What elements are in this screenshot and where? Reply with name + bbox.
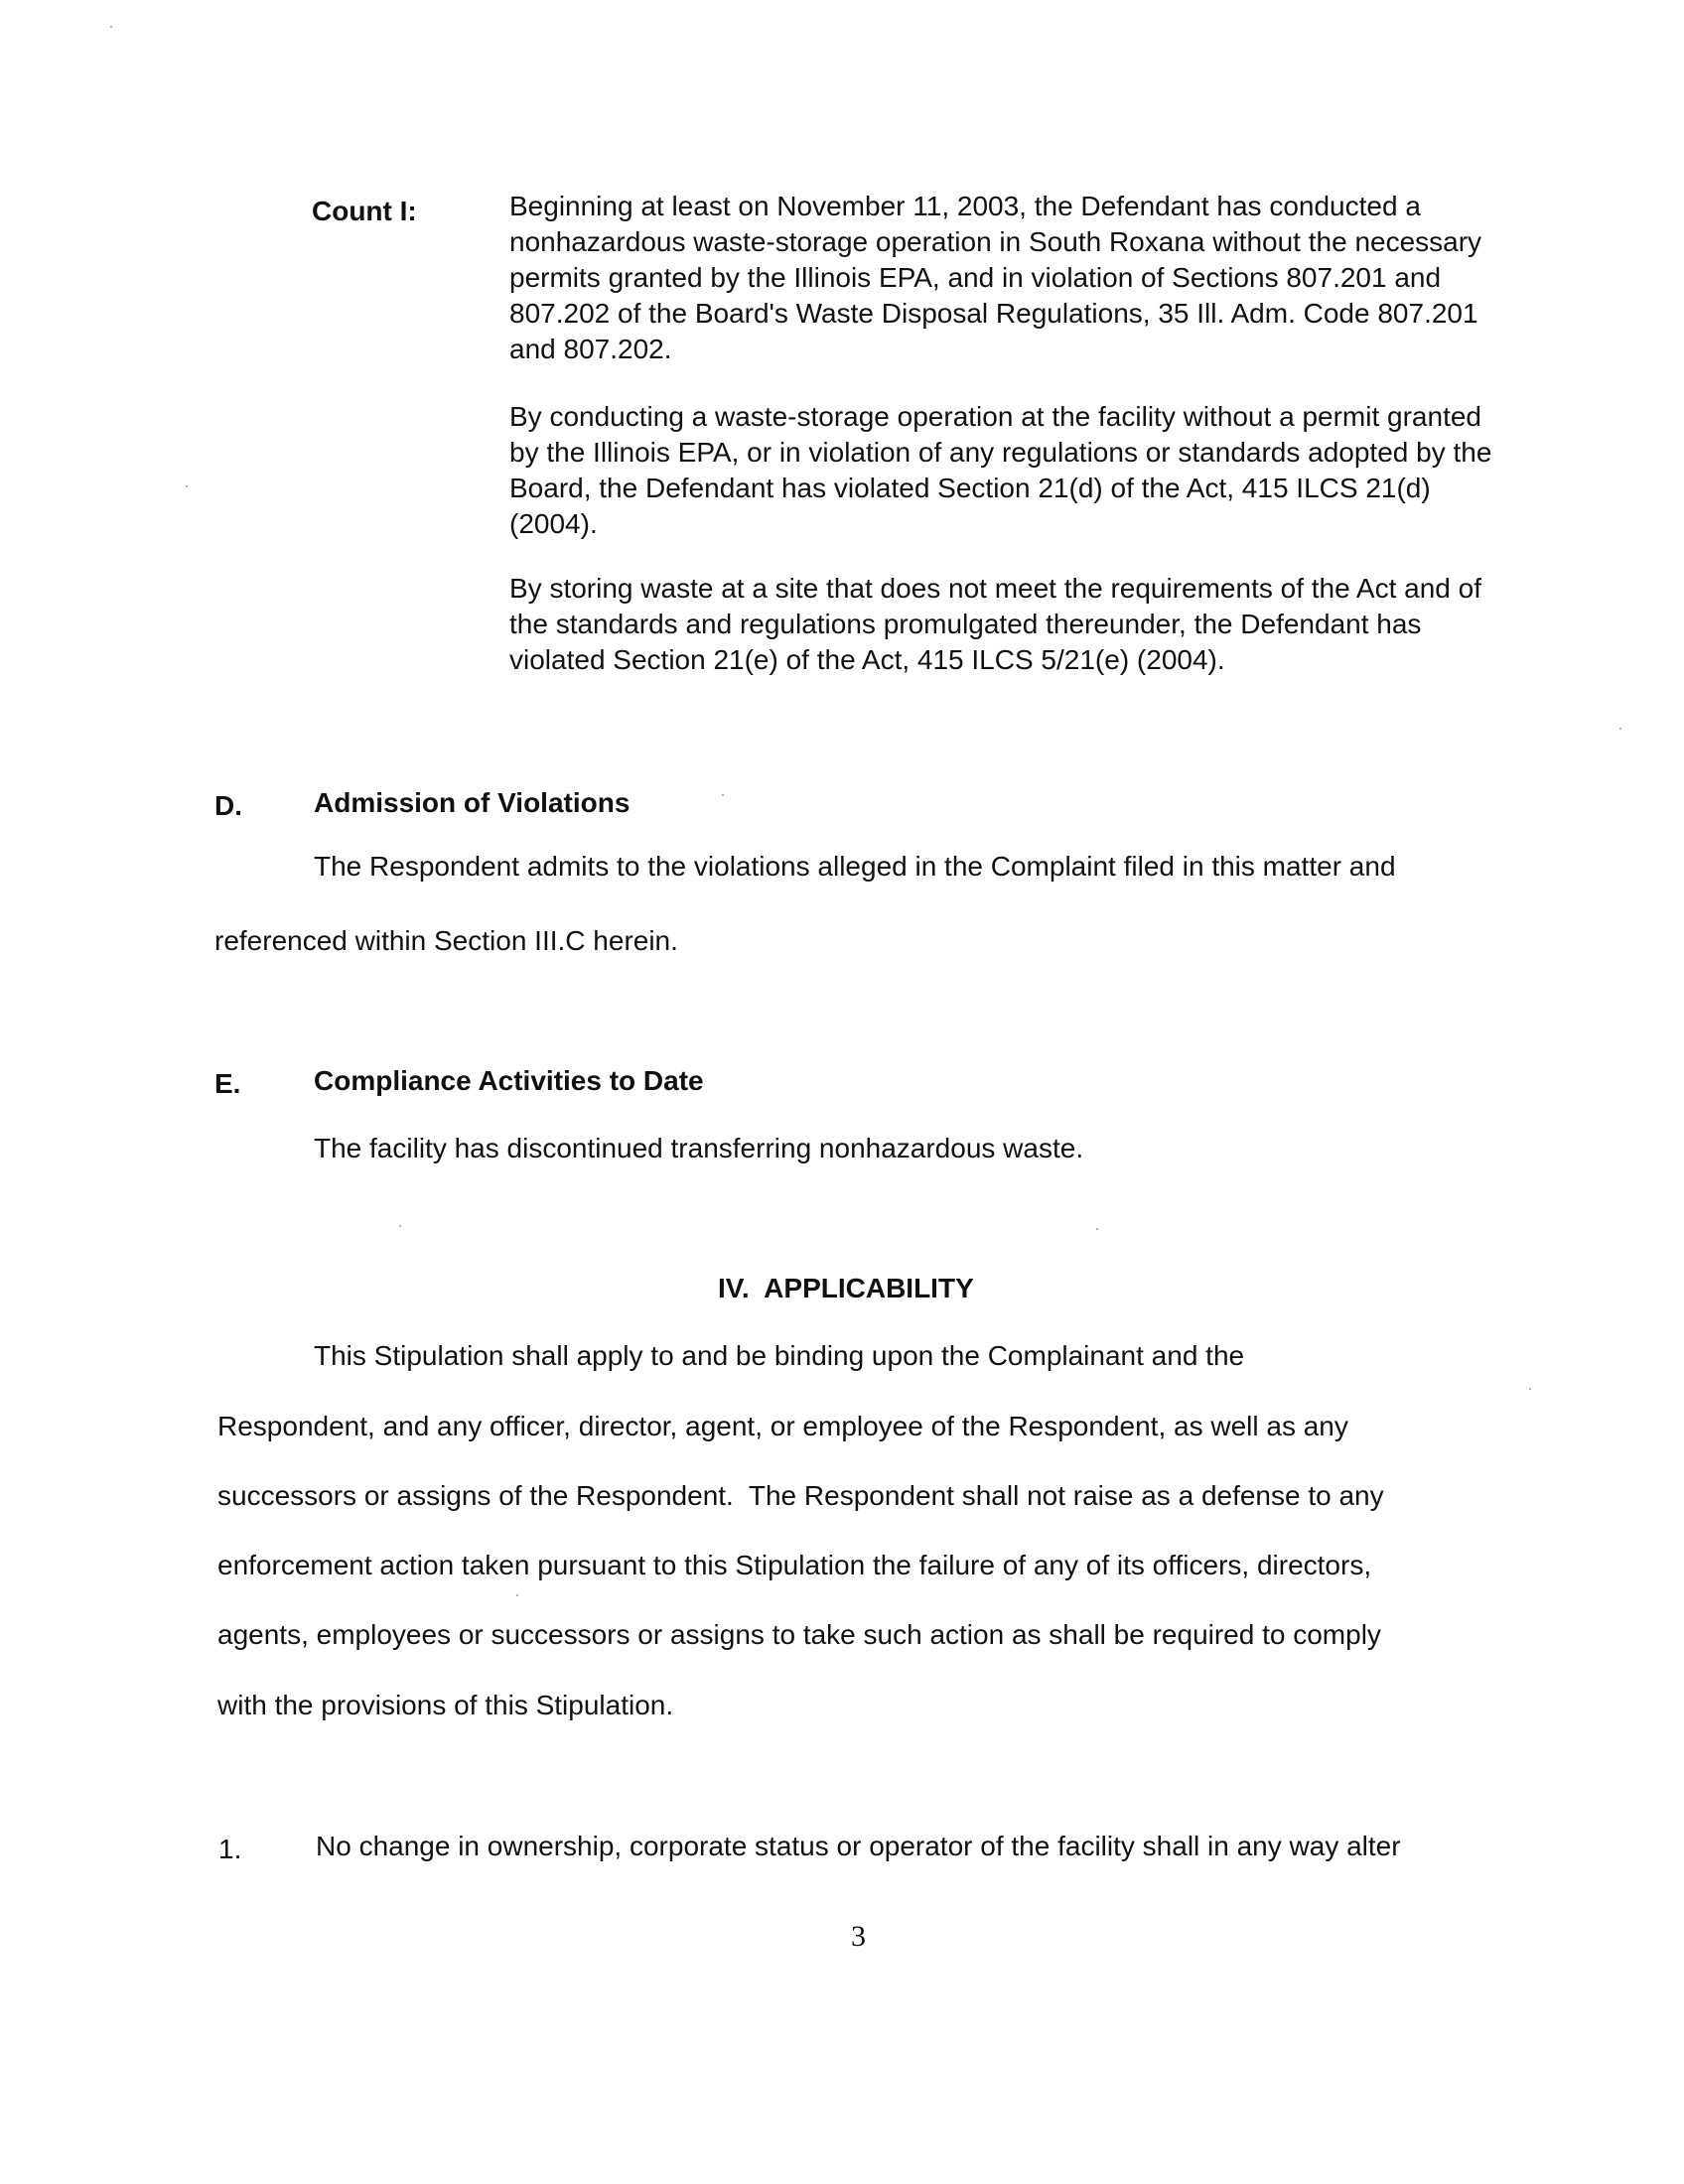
section-d-letter: D.	[214, 790, 242, 821]
section-d-line-1: The Respondent admits to the violations alleged in the Complaint filed in this matter and	[314, 851, 1396, 882]
section-iv-line-4: enforcement action taken pursuant to this Stipulation the failure of any of its officers, directors,	[217, 1550, 1372, 1580]
section-e-letter: E.	[214, 1068, 241, 1099]
item-one-number: 1.	[218, 1834, 242, 1864]
section-iv-line-2: Respondent, and any officer, director, agent, or employee of the Respondent, as well as any	[217, 1411, 1348, 1441]
scan-speck	[1096, 1228, 1098, 1230]
page-number: 3	[851, 1920, 866, 1953]
scan-speck	[516, 1594, 518, 1596]
section-d-heading: Admission of Violations	[314, 787, 631, 818]
scan-speck	[110, 26, 112, 28]
scan-speck	[186, 485, 188, 487]
count-one-paragraph-2: By conducting a waste-storage operation at the facility without a permit granted by the Illinois EPA, or in violation of any regulations or standards adopted by the Board, the Defendant has violated Section 21(d) of the Act, 415 ILCS 21(d) (2004).	[509, 401, 1492, 539]
item-one-text: No change in ownership, corporate status or operator of the facility shall in any way alter	[316, 1831, 1401, 1861]
count-one-paragraph-1: Beginning at least on November 11, 2003, the Defendant has conducted a nonhazardous waste-storage operation in South Roxana without the necessary permits granted by the Illinois EPA, and in violation of Sections 807.201 and 807.202 of the Board's Waste Disposal Regulations, 35 Ill. Adm. Code 807.201 and 807.202.	[509, 191, 1482, 364]
section-e-heading: Compliance Activities to Date	[314, 1065, 704, 1096]
section-iv-line-1: This Stipulation shall apply to and be binding upon the Complainant and the	[314, 1340, 1245, 1371]
scan-speck	[399, 1225, 401, 1227]
scan-speck	[722, 794, 724, 796]
section-d-line-2: referenced within Section III.C herein.	[214, 925, 678, 956]
section-e-line-1: The facility has discontinued transferring nonhazardous waste.	[314, 1133, 1084, 1163]
scan-speck	[1529, 1388, 1531, 1390]
section-iv-line-3: successors or assigns of the Respondent. The Respondent shall not raise as a defense to any	[217, 1480, 1384, 1511]
scan-speck	[1619, 728, 1621, 730]
section-iv-heading: IV. APPLICABILITY	[718, 1273, 974, 1303]
section-iv-line-5: agents, employees or successors or assigns to take such action as shall be required to comply	[217, 1619, 1381, 1650]
count-one-paragraph-3: By storing waste at a site that does not meet the requirements of the Act and of the standards and regulations promulgated thereunder, the Defendant has violated Section 21(e) of the Act, 415 ILCS 5/21(e) (2004).	[509, 573, 1482, 675]
section-iv-line-6: with the provisions of this Stipulation.	[217, 1690, 674, 1720]
count-one-label: Count I:	[312, 196, 417, 226]
